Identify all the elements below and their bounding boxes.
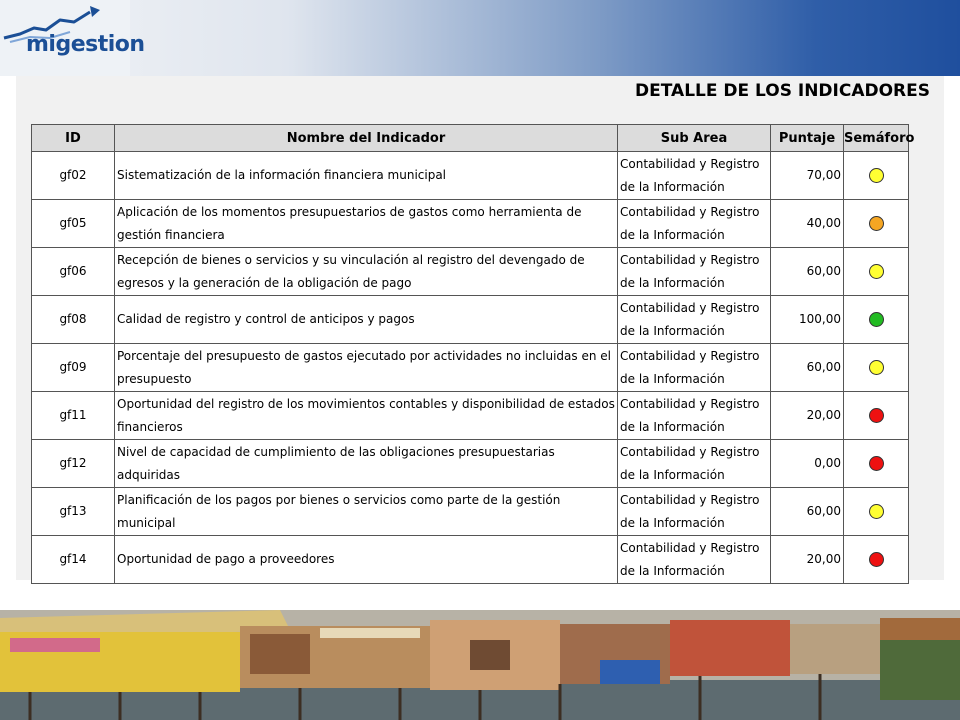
table-row: [32, 440, 909, 488]
table-row: [32, 248, 909, 296]
logo-text: migestion: [26, 32, 145, 57]
indicator-sub-area: Contabilidad y Registro de la Información: [618, 488, 771, 536]
traffic-light-icon: [869, 456, 884, 471]
indicator-score: 0,00: [771, 440, 844, 488]
indicators-table: [31, 124, 915, 584]
indicator-sub-area: Contabilidad y Registro de la Información: [618, 344, 771, 392]
indicator-score: 60,00: [771, 248, 844, 296]
traffic-light-cell: [844, 248, 909, 296]
indicator-score: 70,00: [771, 152, 844, 200]
indicator-name: Sistematización de la información financiera municipal: [115, 152, 618, 200]
column-header-score: Puntaje: [771, 125, 844, 152]
traffic-light-icon: [869, 168, 884, 183]
traffic-light-icon: [869, 264, 884, 279]
indicator-sub-area: Contabilidad y Registro de la Información: [618, 200, 771, 248]
indicator-name: Porcentaje del presupuesto de gastos ejecutado por actividades no incluidas en el presupuesto: [115, 344, 618, 392]
traffic-light-cell: [844, 440, 909, 488]
traffic-light-icon: [869, 312, 884, 327]
traffic-light-icon: [869, 360, 884, 375]
table-row: [32, 392, 909, 440]
column-header-id: ID: [32, 125, 115, 152]
traffic-light-cell: [844, 488, 909, 536]
traffic-light-icon: [869, 504, 884, 519]
column-header-name: Nombre del Indicador: [115, 125, 618, 152]
table-header-row: [32, 125, 909, 152]
traffic-light-cell: [844, 152, 909, 200]
traffic-light-icon: [869, 216, 884, 231]
indicator-id: gf02: [32, 152, 115, 200]
traffic-light-icon: [869, 552, 884, 567]
indicator-score: 20,00: [771, 536, 844, 584]
indicator-id: gf14: [32, 536, 115, 584]
indicator-id: gf11: [32, 392, 115, 440]
column-header-sub-area: Sub Area: [618, 125, 771, 152]
indicator-id: gf13: [32, 488, 115, 536]
indicator-id: gf05: [32, 200, 115, 248]
traffic-light-cell: [844, 344, 909, 392]
table-row: [32, 200, 909, 248]
indicator-name: Planificación de los pagos por bienes o servicios como parte de la gestión municipal: [115, 488, 618, 536]
table-row: [32, 488, 909, 536]
stilt-houses-illustration: [0, 610, 960, 720]
indicator-score: 20,00: [771, 392, 844, 440]
indicator-id: gf09: [32, 344, 115, 392]
indicator-name: Oportunidad del registro de los movimientos contables y disponibilidad de estados financieros: [115, 392, 618, 440]
table-row: [32, 344, 909, 392]
indicator-sub-area: Contabilidad y Registro de la Información: [618, 392, 771, 440]
indicator-name: Calidad de registro y control de anticipos y pagos: [115, 296, 618, 344]
traffic-light-cell: [844, 200, 909, 248]
column-header-traffic-light: Semáforo: [844, 125, 909, 152]
footer-photo: [0, 610, 960, 720]
traffic-light-cell: [844, 392, 909, 440]
table-row: [32, 536, 909, 584]
indicator-id: gf08: [32, 296, 115, 344]
traffic-light-cell: [844, 536, 909, 584]
indicator-id: gf12: [32, 440, 115, 488]
indicator-name: Recepción de bienes o servicios y su vinculación al registro del devengado de egresos y la generación de la obligación de pago: [115, 248, 618, 296]
indicator-score: 60,00: [771, 344, 844, 392]
indicator-name: Aplicación de los momentos presupuestarios de gastos como herramienta de gestión financiera: [115, 200, 618, 248]
indicator-score: 40,00: [771, 200, 844, 248]
table-row: [32, 152, 909, 200]
table-row: [32, 296, 909, 344]
indicator-name: Nivel de capacidad de cumplimiento de las obligaciones presupuestarias adquiridas: [115, 440, 618, 488]
indicator-sub-area: Contabilidad y Registro de la Información: [618, 536, 771, 584]
logo: [0, 0, 145, 76]
indicator-sub-area: Contabilidad y Registro de la Información: [618, 440, 771, 488]
indicator-score: 60,00: [771, 488, 844, 536]
indicator-score: 100,00: [771, 296, 844, 344]
indicator-id: gf06: [32, 248, 115, 296]
indicator-sub-area: Contabilidad y Registro de la Información: [618, 248, 771, 296]
page-title: DETALLE DE LOS INDICADORES: [635, 81, 930, 101]
indicator-name: Oportunidad de pago a proveedores: [115, 536, 618, 584]
traffic-light-icon: [869, 408, 884, 423]
indicator-sub-area: Contabilidad y Registro de la Información: [618, 152, 771, 200]
traffic-light-cell: [844, 296, 909, 344]
indicator-sub-area: Contabilidad y Registro de la Información: [618, 296, 771, 344]
